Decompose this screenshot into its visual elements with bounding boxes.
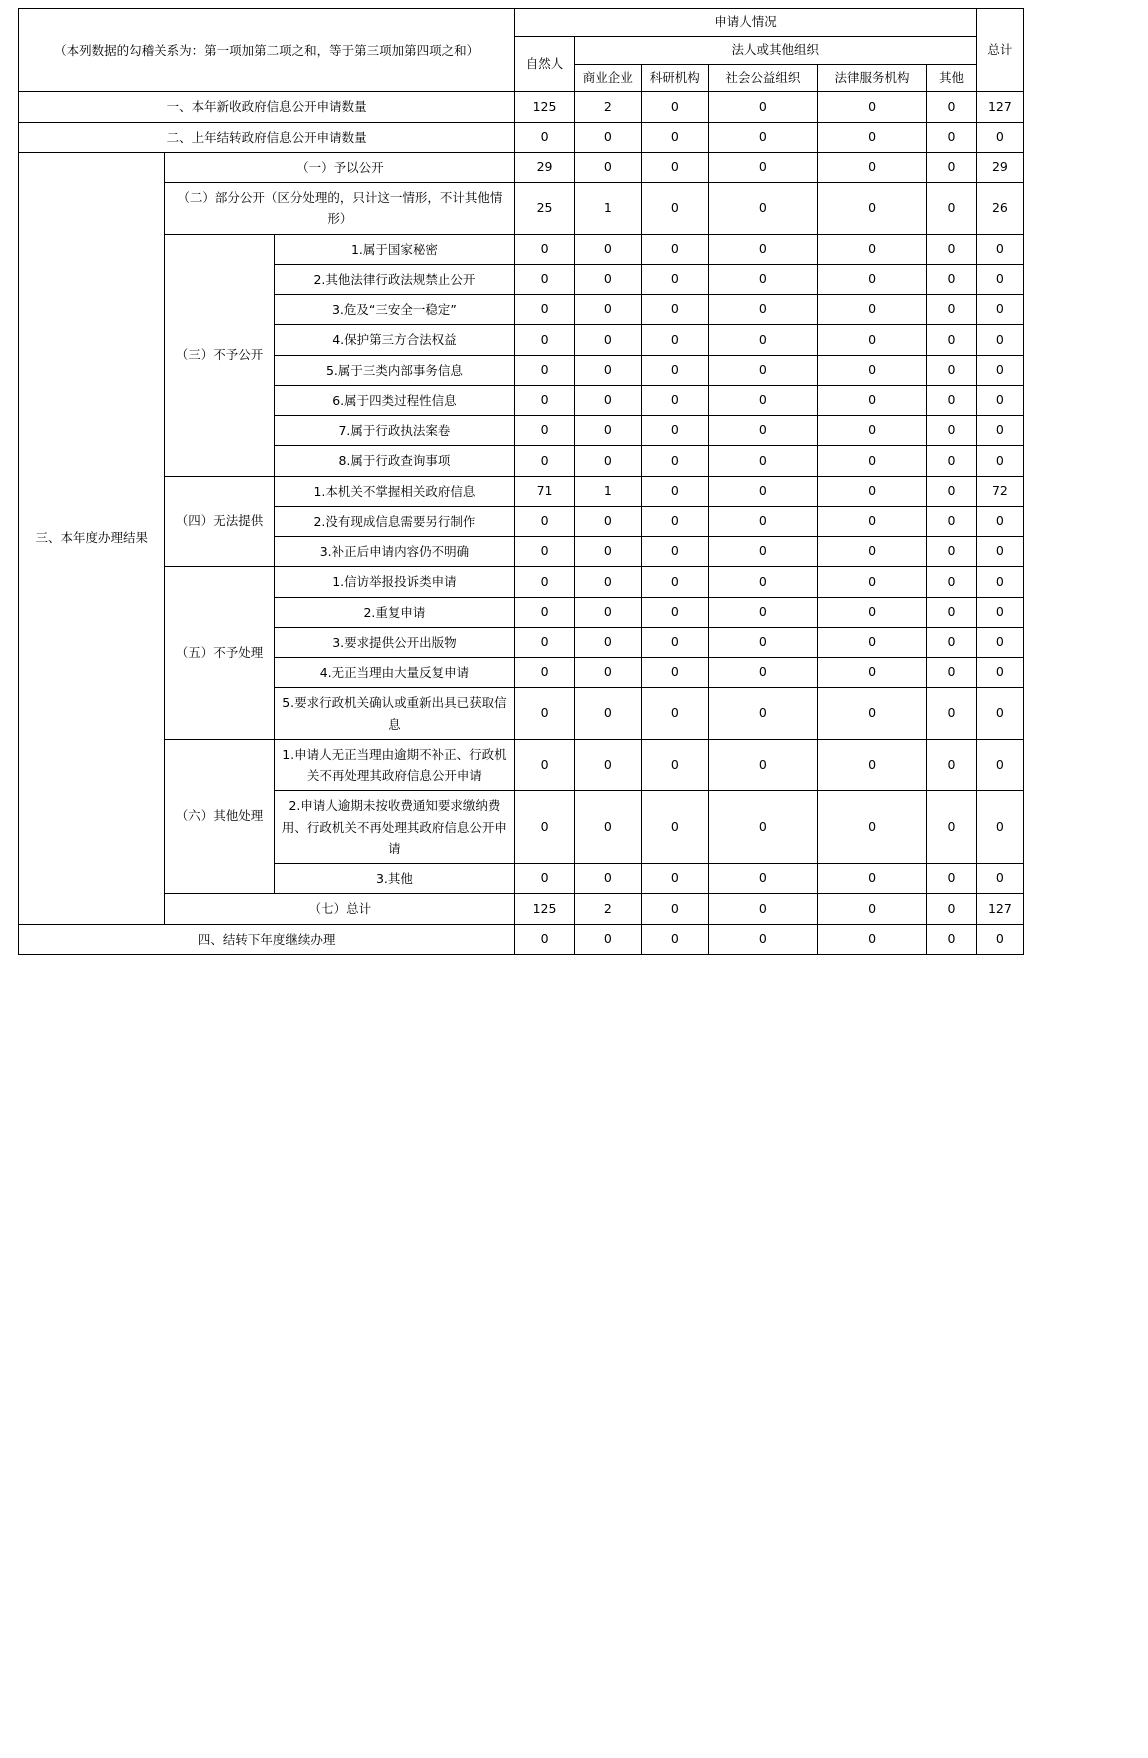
cell-total: 29 [976, 152, 1023, 182]
cell-value: 0 [817, 894, 926, 924]
cell-value: 0 [574, 627, 641, 657]
cell-value: 0 [708, 627, 817, 657]
header-applicant-group: 申请人情况 [515, 9, 977, 37]
cell-value: 0 [817, 416, 926, 446]
cell-total: 0 [976, 295, 1023, 325]
cell-value: 0 [708, 476, 817, 506]
header-total-label: 总计 [987, 41, 1013, 57]
cell-value: 0 [817, 924, 926, 954]
row-label-state-secret: 1.属于国家秘密 [274, 234, 515, 264]
cell-value: 0 [641, 627, 708, 657]
cell-total: 0 [976, 446, 1023, 476]
cell-total: 0 [976, 739, 1023, 791]
cell-value: 0 [515, 537, 575, 567]
cell-value: 0 [927, 92, 977, 122]
header-total [976, 9, 1023, 92]
cell-value: 0 [927, 476, 977, 506]
cell-total: 0 [976, 597, 1023, 627]
cell-value: 0 [515, 597, 575, 627]
row-label-process-info: 6.属于四类过程性信息 [274, 385, 515, 415]
cell-value: 0 [817, 658, 926, 688]
cell-value: 0 [817, 385, 926, 415]
cell-value: 0 [927, 234, 977, 264]
row-label-confirm-reissue: 5.要求行政机关确认或重新出具已获取信息 [274, 688, 515, 740]
cell-value: 0 [641, 122, 708, 152]
cell-value: 0 [515, 416, 575, 446]
cell-value: 0 [641, 325, 708, 355]
row-label-petition-complaint: 1.信访举报投诉类申请 [274, 567, 515, 597]
cell-value: 0 [927, 658, 977, 688]
cell-value: 0 [641, 739, 708, 791]
header-legal-person-group: 法人或其他组织 [574, 36, 976, 64]
cell-total: 0 [976, 264, 1023, 294]
cell-total: 0 [976, 416, 1023, 446]
header-col-other: 其他 [927, 64, 977, 92]
cell-value: 0 [927, 446, 977, 476]
row-label-not-held: 1.本机关不掌握相关政府信息 [274, 476, 515, 506]
cell-value: 0 [817, 446, 926, 476]
cell-value: 0 [515, 295, 575, 325]
row-label-still-unclear: 3.补正后申请内容仍不明确 [274, 537, 515, 567]
cell-value: 0 [927, 537, 977, 567]
cell-value: 0 [817, 234, 926, 264]
row-label-carried-over: 二、上年结转政府信息公开申请数量 [19, 122, 515, 152]
cell-value: 0 [817, 688, 926, 740]
cell-value: 0 [515, 234, 575, 264]
table-row [19, 92, 1024, 122]
cell-value: 0 [515, 385, 575, 415]
cell-value: 0 [927, 864, 977, 894]
cell-value: 0 [817, 325, 926, 355]
row-label-law-prohibited: 2.其他法律行政法规禁止公开 [274, 264, 515, 294]
cell-total: 0 [976, 385, 1023, 415]
cell-value: 2 [574, 894, 641, 924]
cell-total: 0 [976, 688, 1023, 740]
header-col-public-welfare: 社会公益组织 [708, 64, 817, 92]
cell-value: 0 [817, 506, 926, 536]
cell-value: 0 [708, 122, 817, 152]
cell-total: 0 [976, 791, 1023, 864]
cell-value: 0 [574, 864, 641, 894]
cell-total: 127 [976, 92, 1023, 122]
row-label-new-received: 一、本年新收政府信息公开申请数量 [19, 92, 515, 122]
cell-value: 0 [817, 791, 926, 864]
table-row [19, 234, 1024, 264]
cell-value: 0 [708, 183, 817, 235]
row-label-duplicate-request: 2.重复申请 [274, 597, 515, 627]
cell-value: 0 [708, 791, 817, 864]
cell-value: 0 [817, 627, 926, 657]
cell-value: 0 [708, 688, 817, 740]
cell-value: 0 [574, 658, 641, 688]
cell-value: 0 [515, 506, 575, 536]
cell-value: 0 [641, 924, 708, 954]
cell-value: 0 [515, 791, 575, 864]
row-label-three-safety: 3.危及“三安全一稳定” [274, 295, 515, 325]
row-label-other: 3.其他 [274, 864, 515, 894]
row-label-third-party-rights: 4.保护第三方合法权益 [274, 325, 515, 355]
table-row [19, 122, 1024, 152]
cell-value: 0 [641, 385, 708, 415]
header-natural-person-label: 自然人 [525, 55, 564, 71]
cell-value: 0 [515, 658, 575, 688]
cell-value: 0 [574, 264, 641, 294]
cell-value: 0 [708, 385, 817, 415]
cell-value: 0 [641, 597, 708, 627]
cell-value: 0 [641, 92, 708, 122]
table-row [19, 476, 1024, 506]
government-information-disclosure-table [18, 8, 1024, 955]
cell-value: 0 [574, 122, 641, 152]
cell-total: 0 [976, 627, 1023, 657]
header-col-legal-service: 法律服务机构 [817, 64, 926, 92]
cell-value: 0 [574, 295, 641, 325]
cell-value: 0 [708, 567, 817, 597]
cell-value: 0 [927, 122, 977, 152]
cell-value: 0 [708, 234, 817, 264]
cell-value: 0 [927, 325, 977, 355]
row-label-needs-creation: 2.没有现成信息需要另行制作 [274, 506, 515, 536]
cell-value: 0 [641, 791, 708, 864]
row-label-carry-to-next-year: 四、结转下年度继续办理 [19, 924, 515, 954]
cell-value: 0 [817, 295, 926, 325]
cell-value: 0 [708, 264, 817, 294]
table-row [19, 894, 1024, 924]
cell-total: 0 [976, 122, 1023, 152]
cell-value: 0 [574, 234, 641, 264]
cell-value: 0 [927, 567, 977, 597]
cell-total: 0 [976, 658, 1023, 688]
cell-value: 0 [641, 355, 708, 385]
cell-value: 0 [708, 295, 817, 325]
row-label-repeated-requests: 4.无正当理由大量反复申请 [274, 658, 515, 688]
cell-value: 0 [641, 183, 708, 235]
cell-value: 0 [641, 658, 708, 688]
cell-value: 0 [641, 295, 708, 325]
cell-value: 0 [708, 92, 817, 122]
cell-total: 0 [976, 567, 1023, 597]
cell-value: 0 [927, 183, 977, 235]
cell-value: 0 [817, 355, 926, 385]
table-row [19, 567, 1024, 597]
cell-value: 0 [817, 597, 926, 627]
cell-value: 0 [708, 506, 817, 536]
cell-value: 0 [708, 894, 817, 924]
cell-value: 0 [927, 506, 977, 536]
subgroup-label-not-disclosed: （三）不予公开 [165, 234, 274, 476]
cell-value: 0 [515, 688, 575, 740]
table-row [19, 739, 1024, 791]
subgroup-label-unable-to-provide: （四）无法提供 [165, 476, 274, 567]
cell-total: 0 [976, 355, 1023, 385]
cell-value: 0 [708, 658, 817, 688]
cell-total: 0 [976, 234, 1023, 264]
cell-value: 0 [574, 739, 641, 791]
cell-value: 0 [574, 688, 641, 740]
header-natural-person [515, 36, 575, 92]
cell-value: 0 [708, 739, 817, 791]
row-label-unpaid-fee: 2.申请人逾期未按收费通知要求缴纳费用、行政机关不再处理其政府信息公开申请 [274, 791, 515, 864]
cell-value: 0 [574, 325, 641, 355]
cell-value: 0 [574, 385, 641, 415]
cell-value: 0 [515, 122, 575, 152]
cell-value: 0 [641, 476, 708, 506]
cell-value: 71 [515, 476, 575, 506]
table-row [19, 924, 1024, 954]
cell-value: 0 [515, 864, 575, 894]
cell-value: 125 [515, 894, 575, 924]
row-label-no-correction: 1.申请人无正当理由逾期不补正、行政机关不再处理其政府信息公开申请 [274, 739, 515, 791]
cell-value: 0 [641, 234, 708, 264]
cell-value: 0 [817, 864, 926, 894]
row-label-published-material: 3.要求提供公开出版物 [274, 627, 515, 657]
cell-value: 0 [641, 864, 708, 894]
cell-value: 0 [708, 924, 817, 954]
cell-value: 0 [817, 537, 926, 567]
cell-value: 0 [641, 506, 708, 536]
cell-value: 0 [927, 627, 977, 657]
cell-value: 0 [817, 476, 926, 506]
cell-value: 0 [817, 567, 926, 597]
cell-value: 0 [574, 152, 641, 182]
cell-value: 0 [817, 92, 926, 122]
cell-value: 0 [574, 791, 641, 864]
cell-value: 0 [927, 791, 977, 864]
cell-value: 0 [574, 355, 641, 385]
cell-value: 0 [641, 152, 708, 182]
table-header-row-1 [19, 9, 1024, 37]
cell-value: 0 [708, 446, 817, 476]
cell-value: 0 [927, 416, 977, 446]
cell-value: 0 [641, 264, 708, 294]
cell-value: 0 [641, 537, 708, 567]
cell-total: 26 [976, 183, 1023, 235]
cell-value: 0 [817, 264, 926, 294]
cell-value: 29 [515, 152, 575, 182]
cell-value: 0 [574, 537, 641, 567]
cell-value: 0 [927, 295, 977, 325]
cell-value: 0 [927, 924, 977, 954]
cell-value: 0 [574, 924, 641, 954]
cell-total: 0 [976, 506, 1023, 536]
cell-value: 125 [515, 92, 575, 122]
subgroup-label-other-handling: （六）其他处理 [165, 739, 274, 894]
cell-value: 0 [927, 152, 977, 182]
row-label-enforcement-file: 7.属于行政执法案卷 [274, 416, 515, 446]
table-row [19, 152, 1024, 182]
cell-value: 0 [515, 446, 575, 476]
cell-value: 0 [927, 385, 977, 415]
cell-value: 0 [817, 183, 926, 235]
cell-total: 0 [976, 924, 1023, 954]
group-label-annual-results: 三、本年度办理结果 [19, 152, 165, 924]
cell-value: 0 [708, 355, 817, 385]
cell-value: 0 [515, 355, 575, 385]
cell-value: 0 [515, 627, 575, 657]
cell-value: 0 [708, 537, 817, 567]
row-label-partial-disclose: （二）部分公开（区分处理的，只计这一情形，不计其他情形） [165, 183, 515, 235]
cell-value: 0 [708, 864, 817, 894]
cell-value: 0 [574, 446, 641, 476]
cell-value: 0 [515, 739, 575, 791]
cell-value: 0 [708, 152, 817, 182]
cell-value: 0 [708, 416, 817, 446]
cell-total: 72 [976, 476, 1023, 506]
cell-value: 0 [574, 597, 641, 627]
cell-value: 0 [574, 506, 641, 536]
subgroup-label-not-processed: （五）不予处理 [165, 567, 274, 740]
cell-value: 0 [817, 739, 926, 791]
cell-total: 0 [976, 864, 1023, 894]
cell-value: 0 [708, 597, 817, 627]
cell-value: 0 [927, 688, 977, 740]
cell-value: 0 [574, 567, 641, 597]
cell-value: 1 [574, 183, 641, 235]
cell-total: 0 [976, 325, 1023, 355]
cell-value: 0 [927, 264, 977, 294]
cell-value: 0 [708, 325, 817, 355]
cell-value: 0 [515, 924, 575, 954]
header-col-business: 商业企业 [574, 64, 641, 92]
cell-value: 0 [927, 739, 977, 791]
table-row [19, 183, 1024, 235]
cell-total: 0 [976, 537, 1023, 567]
cell-value: 2 [574, 92, 641, 122]
cell-value: 0 [574, 416, 641, 446]
cell-value: 0 [641, 446, 708, 476]
cell-value: 25 [515, 183, 575, 235]
header-note: （本列数据的勾稽关系为：第一项加第二项之和，等于第三项加第四项之和） [19, 9, 515, 92]
header-col-research: 科研机构 [641, 64, 708, 92]
cell-value: 0 [817, 152, 926, 182]
cell-value: 0 [927, 597, 977, 627]
cell-value: 0 [927, 355, 977, 385]
cell-value: 0 [515, 567, 575, 597]
cell-value: 0 [515, 325, 575, 355]
cell-total: 127 [976, 894, 1023, 924]
row-label-internal-affairs: 5.属于三类内部事务信息 [274, 355, 515, 385]
cell-value: 0 [641, 567, 708, 597]
row-label-disclose: （一）予以公开 [165, 152, 515, 182]
cell-value: 0 [641, 688, 708, 740]
cell-value: 0 [817, 122, 926, 152]
cell-value: 0 [927, 894, 977, 924]
row-label-subtotal: （七）总计 [165, 894, 515, 924]
cell-value: 1 [574, 476, 641, 506]
row-label-admin-query: 8.属于行政查询事项 [274, 446, 515, 476]
cell-value: 0 [641, 894, 708, 924]
cell-value: 0 [515, 264, 575, 294]
cell-value: 0 [641, 416, 708, 446]
